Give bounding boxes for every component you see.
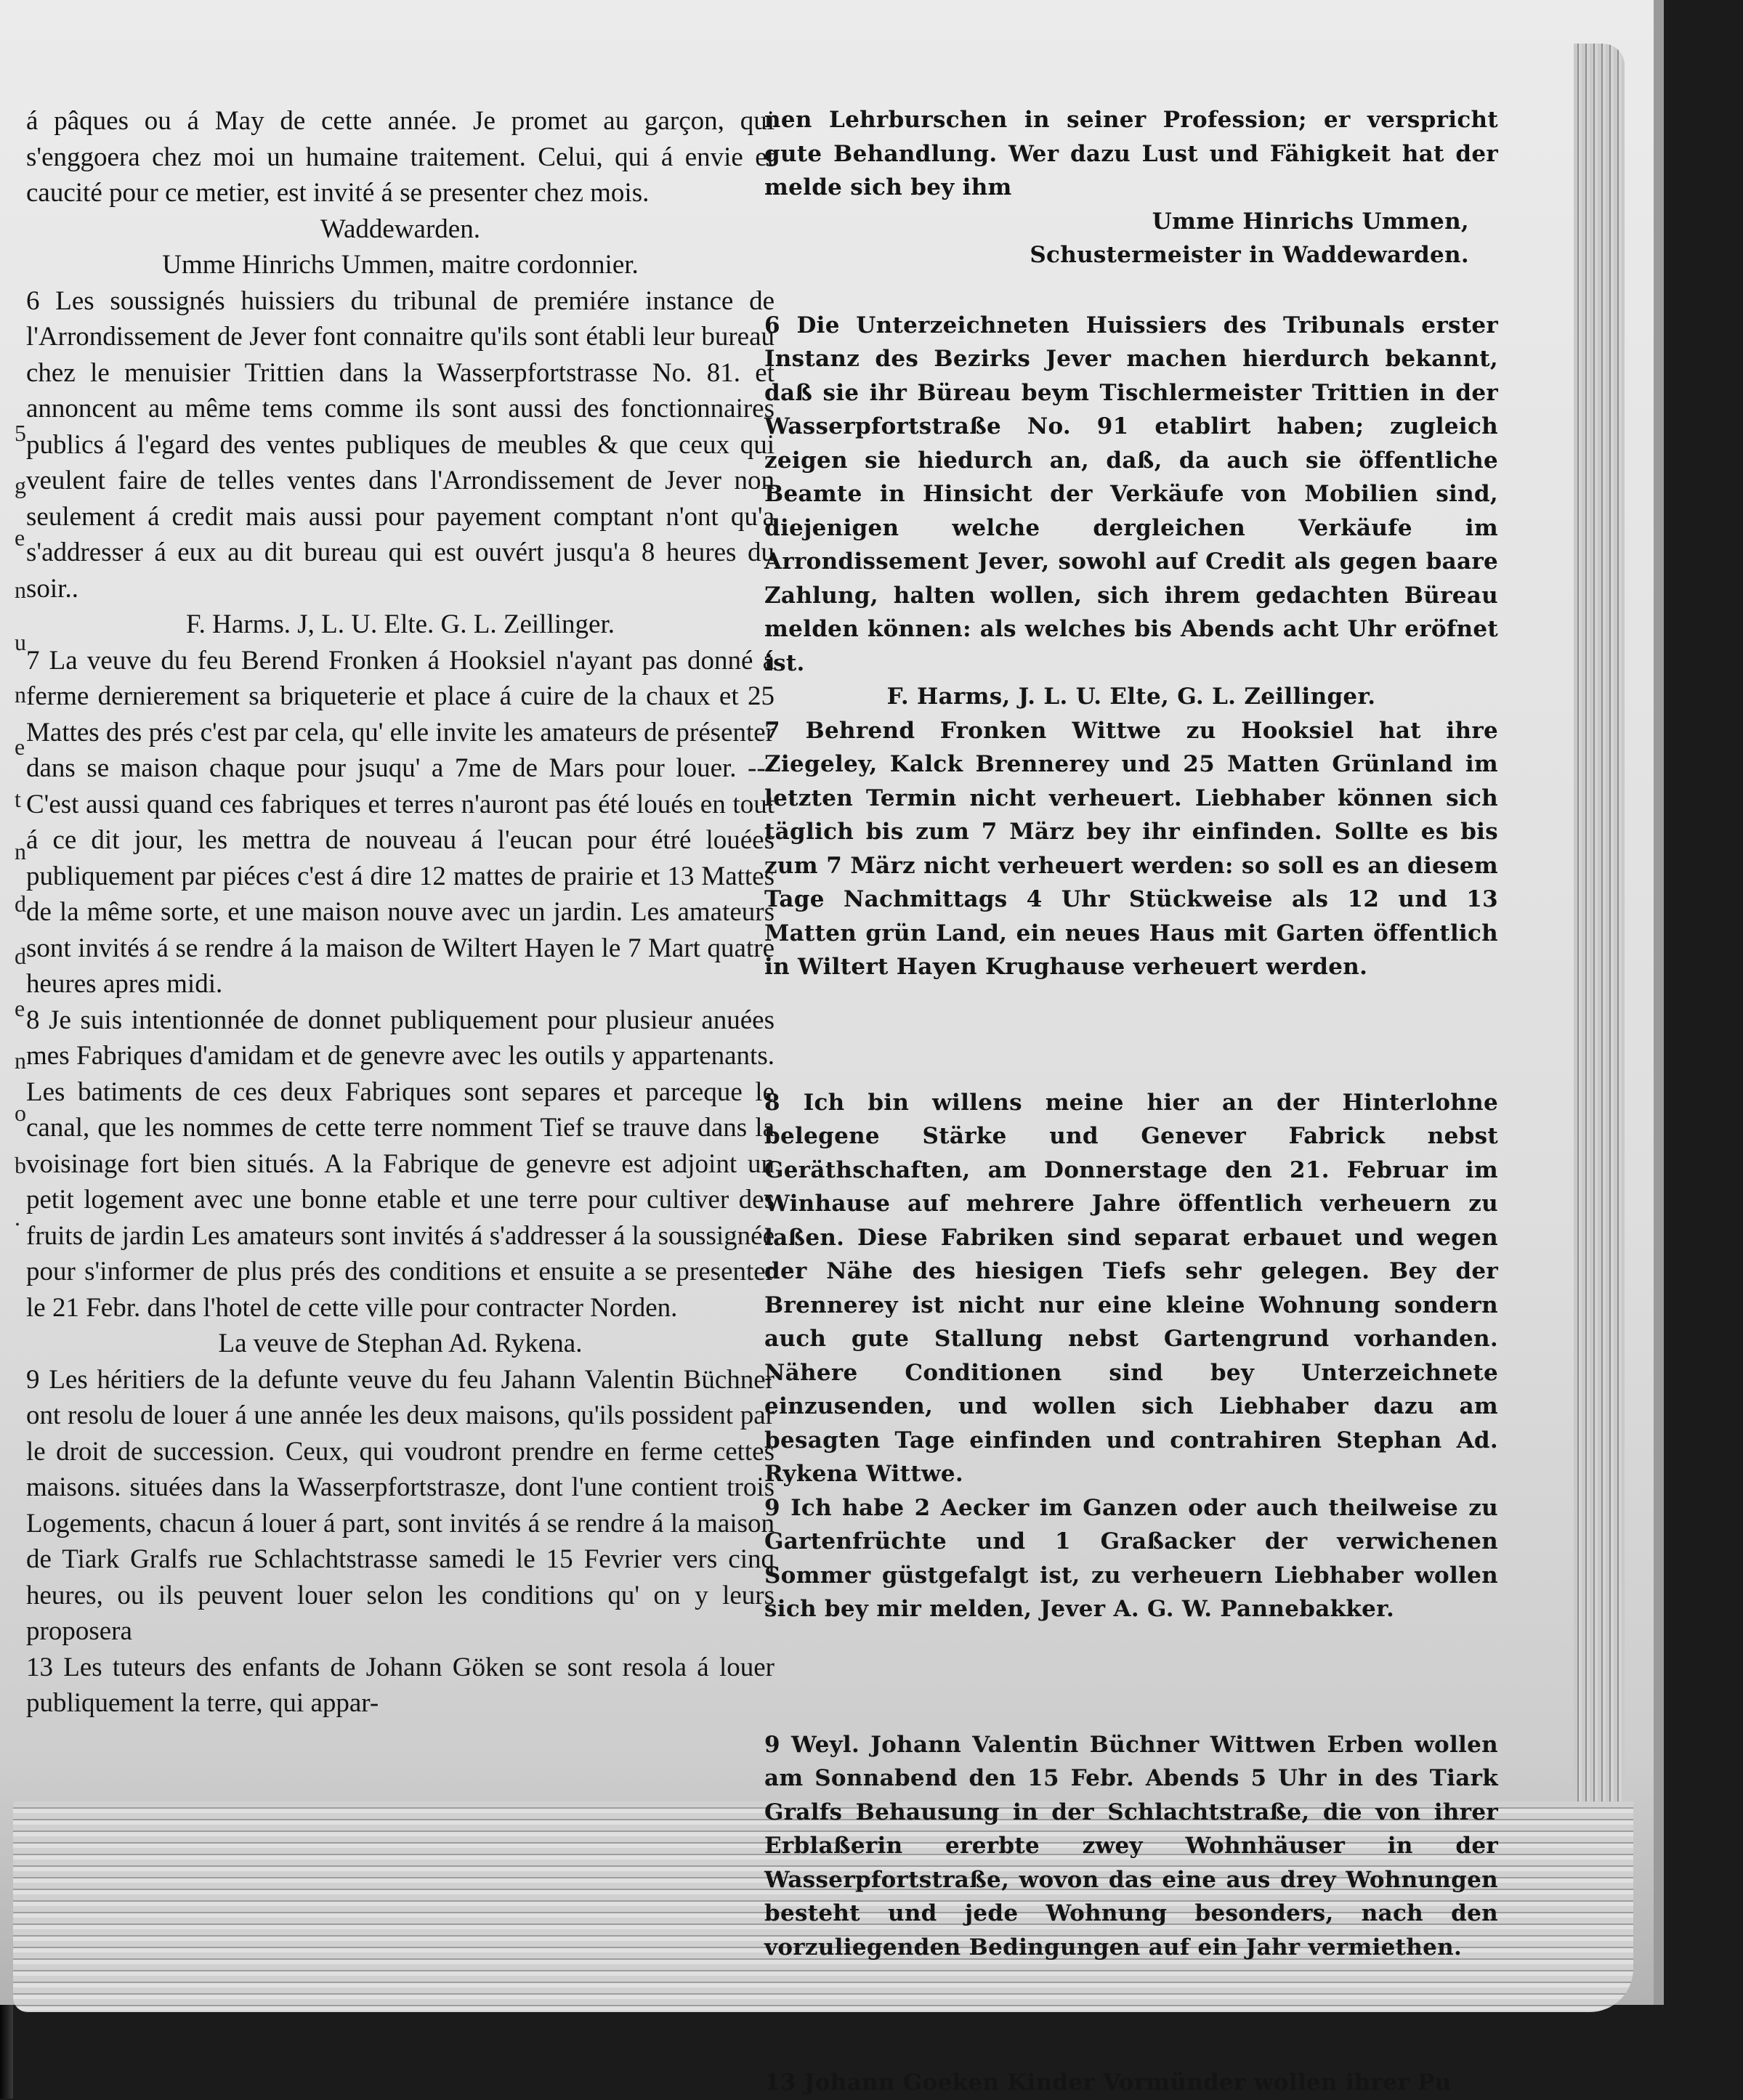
fr-notice-6-signature: F. Harms. J, L. U. Elte. G. L. Zeillinger. bbox=[186, 609, 615, 639]
fr-notice-8-signature: La veuve de Stephan Ad. Rykena. bbox=[218, 1329, 583, 1358]
fr-notice-7: 7 La veuve du feu Berend Fronken á Hooksiel n'ayant pas donné á ferme dernierement sa briqueterie et place á cuire de la chaux et 25 Mattes des prés c'est par cela, qu' elle invite les amateurs de présenter dans se maison chaque pour jsuqu' a 7me de Mars pour louer. --- C'est aussi quand ces fabriques et terres n'auront pas été loués en tout á ce dit jour, les mettra de nouveau á l'eucan pour étré louées publiquement par piéces c'est á dire 12 mattes de prairie et 13 Mattes de la même sorte, et une maison nouve avec un jardin. Les amateurs sont invités á se rendre á la maison de Wiltert Hayen le 7 Mart quatre heures apres midi. bbox=[26, 645, 775, 999]
de-notice-9b: 9 Weyl. Johann Valentin Büchner Wittwen Erben wollen am Sonnabend den 15 Febr. Abends 5 Uhr in des Tiark Gralfs Behausung in der Schlachtstraße, die von ihrer Erblaßerin ererbte zwey Wohnhäuser in der Wasserpfortstraße, wovon das eine aus drey Wohnungen besteht und jede Wohnung besonders, nach den vorzuliegenden Bedingungen auf ein Jahr vermiethen. bbox=[764, 1731, 1498, 1961]
fr-intro-place: Waddewarden. bbox=[320, 214, 480, 244]
margin-letter: t bbox=[15, 786, 21, 812]
de-notice-6-signature: F. Harms, J. L. U. Elte, G. L. Zeillinger. bbox=[886, 684, 1376, 710]
margin-letter: e bbox=[15, 524, 25, 551]
french-column bbox=[26, 103, 775, 1722]
german-column bbox=[764, 103, 1498, 2100]
fr-notice-8: 8 Je suis intentionnée de donnet publiquement pour plusieur anuées mes Fabriques d'amidam et de genevre avec les outils y appartenants. Les batiments de ces deux Fabriques sont separes et parceque le canal, que les nommes de cette terre nomment Tief se trauve dans la voisinage fort bien situés. A la Fabrique de genevre est adjoint un petit logement avec une bonne etable et une terre pour cultiver des fruits de jardin Les amateurs sont invités á s'addresser á la soussignée pour s'informer de plus prés des conditions et ensuite a se presenter le 21 Febr. dans l'hotel de cette ville pour contracter Norden. bbox=[26, 1005, 775, 1323]
de-notice-7: 7 Behrend Fronken Wittwe zu Hooksiel hat ihre Ziegeley, Kalck Brennerey und 25 Matten Grünland im letzten Termin nicht verheuert. Liebhaber können sich täglich bis zum 7 März bey ihr einfinden. Sollte es bis zum 7 März nicht verheuert werden: so soll es an diesem Tage Nachmittags 4 Uhr Stückweise als 12 und 13 Matten grün Land, ein neues Haus mit Garten öffentlich in Wiltert Hayen Krughause verheuert werden. bbox=[764, 717, 1498, 980]
margin-letter: . bbox=[15, 1204, 20, 1231]
margin-letter: 5 bbox=[15, 420, 26, 446]
page-edge-stack bbox=[1574, 44, 1625, 1961]
de-notice-9a: 9 Ich habe 2 Aecker im Ganzen oder auch theilweise zu Gartenfrüchte und 1 Graßacker der verwichenen Sommer güstgefalgt ist, zu verheuern Liebhaber wollen sich bey mir melden, Jever A. G. W. Pannebakker. bbox=[764, 1494, 1498, 1622]
spacer bbox=[764, 1626, 1498, 1728]
margin-letter: o bbox=[15, 1100, 26, 1126]
fr-notice-13: 13 Les tuteurs des enfants de Johann Göken se sont resola á louer publiquement la terre, qui appar- bbox=[26, 1652, 775, 1718]
margin-letter: n bbox=[15, 681, 26, 708]
margin-letter: g bbox=[15, 472, 26, 498]
margin-letter: b bbox=[15, 1152, 26, 1178]
margin-letter: e bbox=[15, 734, 25, 760]
spacer bbox=[764, 1964, 1498, 2066]
margin-letter: d bbox=[15, 943, 26, 969]
de-notice-8: 8 Ich bin willens meine hier an der Hinterlohne belegene Stärke und Genever Fabrick nebst Geräthschaften, am Donnerstage den 21. Februar im Winhause auf mehrere Jahre öffentlich verheuern zu laßen. Diese Fabriken sind separat erbauet und wegen der Nähe des hiesigen Tiefs sehr gelegen. Bey der Brennerey ist nicht nur eine kleine Wohnung sondern auch gute Stallung nebst Gartengrund vorhanden. Nähere Conditionen sind bey Unterzeichnete einzusenden, und wollen sich Liebhaber dazu am besagten Tage einfinden und contrahiren Stephan Ad. Rykena Wittwe. bbox=[764, 1089, 1498, 1487]
margin-letter: n bbox=[15, 838, 26, 864]
fr-intro-signature: Umme Hinrichs Ummen, maitre cordonnier. bbox=[162, 250, 639, 280]
de-intro-notice: nen Lehrburschen in seiner Profession; er verspricht gute Behandlung. Wer dazu Lust und Fähigkeit hat der melde sich bey ihm bbox=[764, 107, 1498, 200]
de-notice-13: 13 Johann Goeken Kinder Vormünder wollen ihrer Pu bbox=[764, 2069, 1452, 2096]
de-intro-signature-title: Schustermeister in Waddewarden. bbox=[1030, 242, 1469, 268]
fr-notice-6: 6 Les soussignés huissiers du tribunal de premiére instance de l'Arrondissement de Jever font connaitre qu'ils sont établi leur bureau chez le menuisier Trittien dans la Wasserpfortstrasse No. 81. et annoncent au même tems comme ils sont aussi des fonctionnaires publics á l'egard des ventes publiques de meubles & que ceux qui veulent faire de telles ventes dans l'Arrondissement de Jever non seulement á credit mais aussi pour payement comptant n'ont qu'a s'addresser á eux au dit bureau qui est ouvért jusqu'a 8 heures du soir.. bbox=[26, 285, 775, 604]
margin-letter: u bbox=[15, 629, 26, 655]
margin-letter: n bbox=[15, 1047, 26, 1074]
fr-intro-notice: á pâques ou á May de cette année. Je promet au garçon, qui s'enggoera chez moi un humaine traitement. Celui, qui á envie et caucité pour ce metier, est invité á se presenter chez mois. bbox=[26, 106, 775, 208]
de-notice-6: 6 Die Unterzeichneten Huissiers des Tribunals erster Instanz des Bezirks Jever machen hierdurch bekannt, daß sie ihr Büreau beym Tischlermeister Trittien in der Wasserpfortstraße No. 91 etablirt haben; zugleich zeigen sie hiedurch an, daß, da auch sie öffentliche Beamte in Hinsicht der Verkäufe von Mobilien sind, diejenigen welche dergleichen Verkäufe im Arrondissement Jever, sowohl auf Credit als gegen baare Zahlung, halten wollen, sich ihrem gedachten Büreau melden können: als welches bis Abends acht Uhr eröfnet ist. bbox=[764, 312, 1498, 676]
spacer bbox=[764, 984, 1498, 1086]
fr-notice-9: 9 Les héritiers de la defunte veuve du feu Jahann Valentin Büchner ont resolu de louer á une année les deux maisons, qu'ils possident par le droit de succession. Ceux, qui voudront prendre en ferme cettes maisons. situées dans la Wasserpfortstrasze, dont l'une contient trois Logements, chacun á louer á part, sont invités á se rendre á la maison de Tiark Gralfs rue Schlachtstrasse samedi le 15 Fevrier vers cinq heures, ou ils peuvent louer selon les conditions qu' on y leurs proposera bbox=[26, 1364, 775, 1646]
margin-letter: d bbox=[15, 891, 26, 917]
margin-letter: n bbox=[15, 577, 26, 603]
de-intro-signature: Umme Hinrichs Ummen, bbox=[1152, 208, 1469, 235]
margin-letter: e bbox=[15, 995, 25, 1021]
spacer bbox=[764, 272, 1498, 309]
